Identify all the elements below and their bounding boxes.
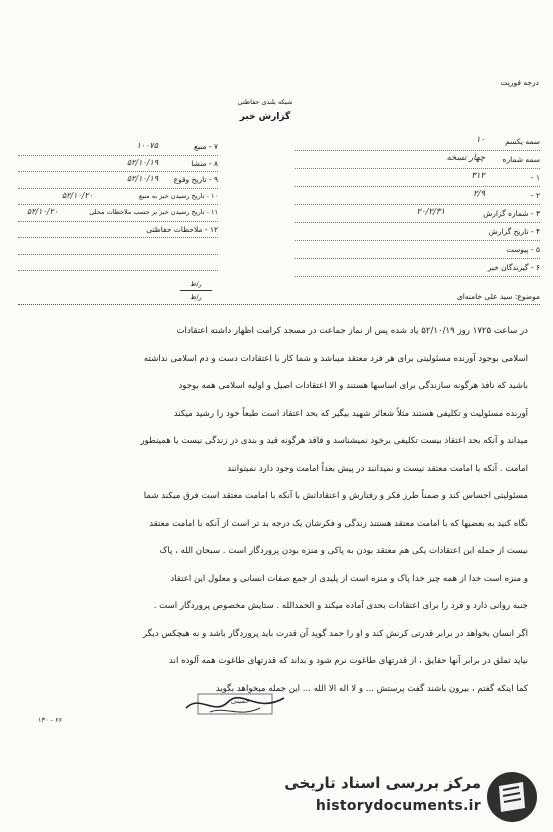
field-row — [18, 223, 218, 239]
field-value: ۱۰ — [475, 135, 485, 145]
watermark-url: historydocuments.ir — [315, 798, 481, 814]
field-value: ۱۰۰۷۵ — [136, 141, 158, 150]
field-row — [18, 140, 218, 156]
stamp-text: خمینی — [230, 697, 250, 705]
watermark-persian-text: مرکز بررسی اسناد تاریخی — [284, 774, 481, 792]
field-label: ۵ - پیوست — [506, 245, 540, 254]
right-field-block — [295, 134, 540, 278]
field-label: ۳ - شماره گزارش — [483, 209, 540, 218]
body-line: میداند و آنکه بحد اعتقاد بیست تکلیفی برخود نمیشناسد و فاقد هرگونه قید و بندی در زندگی نیست یا همینطور — [140, 436, 528, 446]
rating-top: ر/ظ — [190, 280, 202, 288]
body-line: جنبه روانی دارد و فرد را برای اعتقادات بحدی آماده میکند و الحمدالله . ستایش مخصوص پروردگار است . — [153, 601, 528, 611]
field-row-blank — [18, 239, 218, 255]
field-label: ۹ - تاریخ وقوع — [173, 175, 218, 184]
signature-stamp-icon — [180, 690, 290, 720]
field-value: ۵۲/۱۰/۲۰ — [61, 190, 93, 200]
classification-label: درجه فوریت — [500, 78, 539, 87]
body-line: و منزه است خدا از همه چیز خدا پاک و منزه است از پلیدی از جمع صفات انسانی و معلول این اعتقاد — [170, 573, 528, 584]
body-line: امامت . آنکه با امامت معتقد نیست و نمیدانند در پیش بعداً امامت وجود دارد نمیتوانند — [227, 463, 528, 474]
body-line: نگاه کنید به بعضیها که با امامت معتقد هستند زندگی و فکرشان یک درجه بد تر است از آنکه با امامت معتقد — [149, 518, 528, 529]
body-line: کما اینکه گفتم ، بیرون باشند گفت پرستش ... و لا اله الا الله ... این جمله میخواهد بگوید — [215, 683, 528, 694]
field-row — [295, 242, 540, 259]
field-row — [295, 206, 540, 223]
field-row — [295, 188, 540, 205]
rating-bottom: ر/ظ — [190, 293, 202, 301]
field-label: سمه یکسم — [505, 137, 540, 146]
body-line: اگر انسان بخواهد در برابر قدرتی کرنش کند و او را حمد گوید آن قدرت باید پروردگار باشد و نه هیچکس دیگر — [142, 628, 528, 639]
body-line: مسئولیتی احساس کند و ضمناً طرز فکر و رفتارش و اعتقاداتش با آنکه با امامت معتقد است فرق میکند شما — [143, 491, 528, 501]
field-row — [295, 134, 540, 151]
rating-divider — [180, 290, 212, 291]
body-line: آورنده مسئولیت و تکلیفی هستند مثلاً شعائر شهید بیگیر که بحد اعتقاد است طبعاً خود را رشید میکند — [173, 408, 528, 419]
field-label: ۸ - منشا — [191, 158, 218, 168]
field-row — [295, 224, 540, 241]
field-row — [18, 157, 218, 173]
field-row — [295, 170, 540, 187]
body-line: نیست از جمله این اعتقادات یکی هم معتقد بودن به پاکی و منزه بودن پروردگار است . سبحان الله ، پاک — [159, 546, 528, 556]
field-value: ۳۱۲ — [471, 171, 485, 181]
field-value: ۵۲/۱۰/۱۹ — [126, 174, 158, 183]
archive-watermark — [268, 768, 543, 828]
field-label: ۲ - — [530, 191, 540, 200]
field-value: ۲/۹ — [473, 189, 485, 199]
field-value: ۲۰/۲/۳۱ — [416, 207, 445, 217]
footer-code: ۱۳۰ - ۶۶ — [38, 716, 62, 724]
field-label: ۱۲ - ملاحظات حفاظتی — [146, 224, 218, 234]
subject-line: موضوع: سید علی خامنه‌ای — [456, 292, 540, 301]
field-row — [295, 152, 540, 169]
report-body — [30, 318, 528, 703]
field-row — [18, 173, 218, 189]
body-line: در ساعت ۱۷۲۵ روز ۵۲/۱۰/۱۹ یاد شده پس از نماز جماعت در مسجد کرامت اظهار داشته اعتقادات — [176, 326, 528, 336]
field-row — [18, 190, 218, 206]
field-label: ۱۰ - تاریخ رسیدن خبر به منبع — [138, 191, 218, 200]
body-line: اسلامی بوجود آورنده مسئولیتی برای هر فرد معتقد میباشد و شما کار با اعتقادات دست و دم اسلامی نداشته — [143, 353, 528, 364]
field-value: ۵۲/۱۰/۲۰ — [26, 207, 58, 216]
org-line: شبکه بلندی حفاظتی — [237, 98, 293, 106]
field-label: سمه شماره — [502, 155, 540, 164]
document-title: گزارش خبر — [239, 112, 291, 122]
archive-logo-icon — [485, 770, 539, 824]
field-row-blank — [18, 256, 218, 272]
field-row — [18, 206, 218, 222]
field-label: ۷ - منبع — [193, 142, 218, 151]
body-line: باشید که نافذ هرگونه سازندگی برای اساسها هستند و الا اعتقادات اصیل و اولیه اسلامی همه بوجود — [178, 381, 528, 391]
subject-divider — [18, 304, 540, 305]
left-field-block — [18, 140, 218, 272]
field-row — [295, 260, 540, 277]
field-value: چهار نسخه — [446, 153, 485, 163]
body-line: نیاید تملق در برابر آنها حقایق ، از قدرتهای طاغوت نرم شود و بداند که قدرتهای طاغوت همه آلوده اند — [169, 656, 528, 666]
field-label: ۶ - گیرندگان خبر — [487, 263, 540, 272]
field-label: ۴ - تاریخ گزارش — [488, 227, 540, 236]
field-label: ۱۱ - تاریخ رسیدن خبر بر حسب ملاحظات محلی — [89, 208, 218, 216]
field-label: ۱ - — [530, 173, 540, 182]
field-value: ۵۲/۱۰/۱۹ — [126, 157, 158, 167]
